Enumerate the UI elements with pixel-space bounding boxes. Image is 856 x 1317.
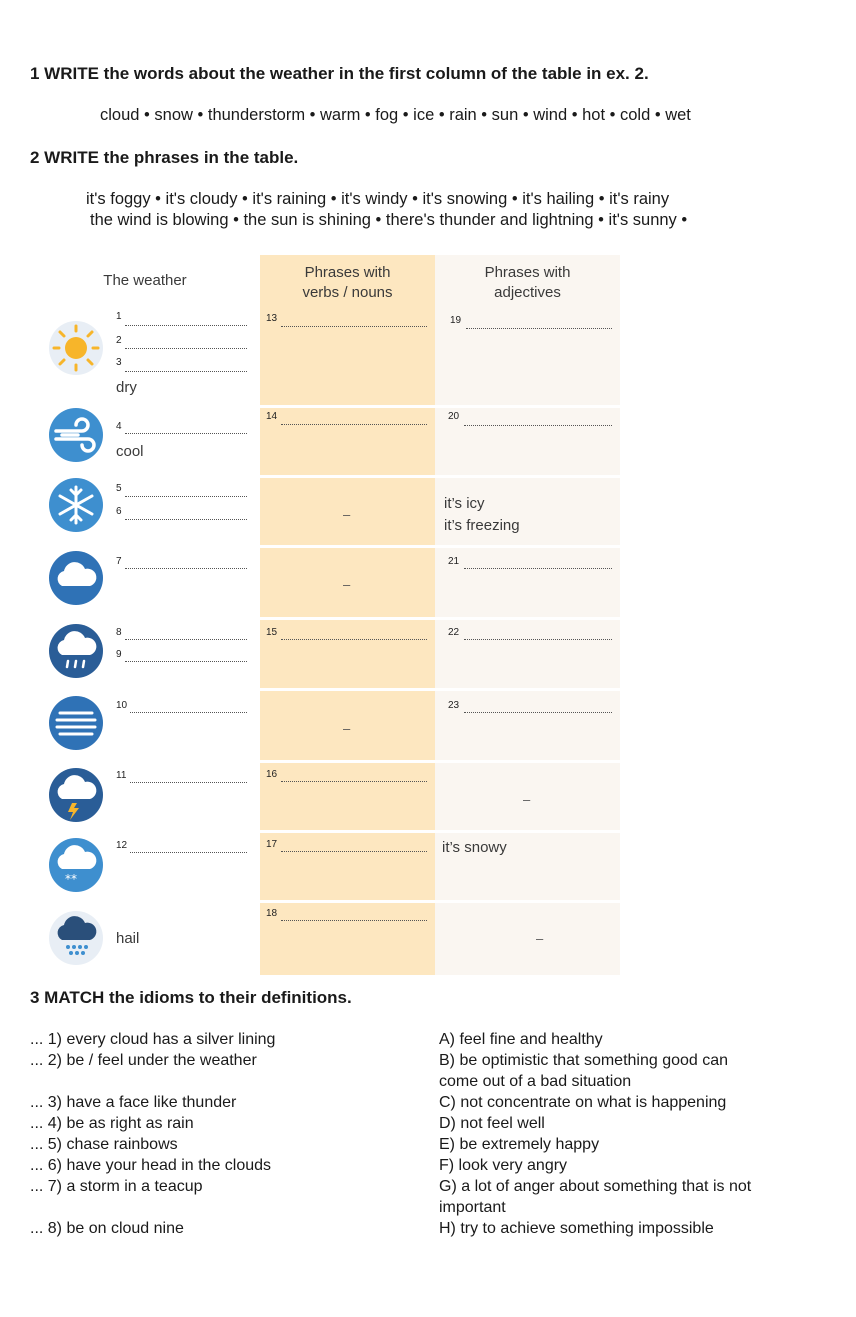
snowflake-icon bbox=[48, 477, 104, 533]
answer-blank[interactable] bbox=[125, 325, 247, 326]
blank-number: 9 bbox=[116, 649, 122, 660]
idiom-2: ... 2) be / feel under the weather bbox=[30, 1052, 257, 1069]
row-divider bbox=[260, 545, 620, 548]
answer-blank[interactable] bbox=[125, 496, 247, 497]
exercise-1-heading: 1 WRITE the words about the weather in the first column of the table in ex. 2. bbox=[30, 64, 649, 83]
blank-number: 1 bbox=[116, 311, 122, 322]
header-adj-line-1: Phrases with bbox=[484, 264, 571, 281]
row-divider bbox=[260, 617, 620, 620]
answer-blank[interactable] bbox=[125, 639, 247, 640]
idiom-4: ... 4) be as right as rain bbox=[30, 1115, 194, 1132]
exercise-3-heading: 3 MATCH the idioms to their definitions. bbox=[30, 988, 352, 1007]
blank-number: 4 bbox=[116, 421, 122, 432]
answer-blank[interactable] bbox=[466, 328, 612, 329]
idiom-6: ... 6) have your head in the clouds bbox=[30, 1157, 272, 1174]
blank-number: 16 bbox=[266, 769, 278, 780]
empty-cell-dash: – bbox=[343, 507, 351, 522]
answer-blank[interactable] bbox=[125, 348, 247, 349]
blank-number: 12 bbox=[116, 840, 128, 851]
answer-blank[interactable] bbox=[281, 851, 427, 852]
blank-number: 7 bbox=[116, 556, 122, 567]
header-verbs-line-2: verbs / nouns bbox=[302, 284, 393, 301]
blank-number: 20 bbox=[448, 411, 460, 422]
blank-number: 13 bbox=[266, 313, 278, 324]
row-divider bbox=[260, 830, 620, 833]
blank-number: 10 bbox=[116, 700, 128, 711]
empty-cell-dash: – bbox=[536, 931, 544, 946]
answer-blank[interactable] bbox=[130, 712, 247, 713]
cell-its-snowy: it’s snowy bbox=[442, 839, 507, 856]
blank-number: 15 bbox=[266, 627, 278, 638]
idiom-7: ... 7) a storm in a teacup bbox=[30, 1178, 203, 1195]
answer-blank[interactable] bbox=[464, 568, 612, 569]
definition-g-continued: important bbox=[439, 1199, 506, 1216]
empty-cell-dash: – bbox=[343, 721, 351, 736]
idiom-8: ... 8) be on cloud nine bbox=[30, 1220, 184, 1237]
header-adj-line-2: adjectives bbox=[494, 284, 561, 301]
svg-text:**: ** bbox=[65, 872, 77, 886]
cell-dry: dry bbox=[116, 379, 137, 396]
cell-its-icy: it’s icy bbox=[444, 495, 485, 512]
blank-number: 14 bbox=[266, 411, 278, 422]
wind-icon bbox=[48, 407, 104, 463]
header-verbs-line-1: Phrases with bbox=[304, 264, 391, 281]
definition-h: H) try to achieve something impossible bbox=[439, 1220, 714, 1237]
row-divider bbox=[260, 900, 620, 903]
row-divider bbox=[260, 760, 620, 763]
blank-number: 23 bbox=[448, 700, 460, 711]
answer-blank[interactable] bbox=[281, 326, 427, 327]
blank-number: 5 bbox=[116, 483, 122, 494]
row-divider bbox=[260, 475, 620, 478]
definition-c: C) not concentrate on what is happening bbox=[439, 1094, 727, 1111]
fog-icon bbox=[48, 695, 104, 751]
answer-blank[interactable] bbox=[464, 712, 612, 713]
row-divider bbox=[260, 405, 620, 408]
empty-cell-dash: – bbox=[343, 577, 351, 592]
answer-blank[interactable] bbox=[130, 782, 247, 783]
definition-g: G) a lot of anger about something that is not bbox=[439, 1178, 752, 1195]
definition-f: F) look very angry bbox=[439, 1157, 568, 1174]
definition-e: E) be extremely happy bbox=[439, 1136, 600, 1153]
answer-blank[interactable] bbox=[125, 371, 247, 372]
exercise-2-heading: 2 WRITE the phrases in the table. bbox=[30, 148, 299, 167]
snow-cloud-icon bbox=[48, 837, 104, 893]
idiom-5: ... 5) chase rainbows bbox=[30, 1136, 178, 1153]
row-divider bbox=[260, 688, 620, 691]
blank-number: 21 bbox=[448, 556, 460, 567]
answer-blank[interactable] bbox=[281, 920, 427, 921]
definition-d: D) not feel well bbox=[439, 1115, 545, 1132]
blank-number: 22 bbox=[448, 627, 460, 638]
thunderstorm-icon bbox=[48, 767, 104, 823]
idiom-1: ... 1) every cloud has a silver lining bbox=[30, 1031, 276, 1048]
hail-cloud-icon bbox=[48, 910, 104, 966]
blank-number: 19 bbox=[450, 315, 462, 326]
header-verbs-nouns bbox=[260, 255, 435, 307]
header-weather bbox=[30, 255, 260, 307]
cell-its-freezing: it’s freezing bbox=[444, 517, 520, 534]
column-verbs-nouns bbox=[260, 255, 435, 975]
cell-hail: hail bbox=[116, 930, 140, 947]
answer-blank[interactable] bbox=[281, 424, 427, 425]
cloud-icon bbox=[48, 550, 104, 606]
blank-number: 2 bbox=[116, 335, 122, 346]
blank-number: 6 bbox=[116, 506, 122, 517]
exercise-1-word-bank: cloud • snow • thunderstorm • warm • fog • ice • rain • sun • wind • hot • cold • wet bbox=[100, 106, 691, 124]
idiom-3: ... 3) have a face like thunder bbox=[30, 1094, 237, 1111]
blank-number: 3 bbox=[116, 357, 122, 368]
answer-blank[interactable] bbox=[464, 639, 612, 640]
sun-icon bbox=[48, 320, 104, 376]
answer-blank[interactable] bbox=[281, 781, 427, 782]
answer-blank[interactable] bbox=[125, 519, 247, 520]
answer-blank[interactable] bbox=[281, 639, 427, 640]
empty-cell-dash: – bbox=[523, 792, 531, 807]
answer-blank[interactable] bbox=[130, 852, 247, 853]
answer-blank[interactable] bbox=[125, 568, 247, 569]
definition-b: B) be optimistic that something good can bbox=[439, 1052, 729, 1069]
blank-number: 18 bbox=[266, 908, 278, 919]
weather-table bbox=[30, 255, 620, 975]
blank-number: 17 bbox=[266, 839, 278, 850]
definition-a: A) feel fine and healthy bbox=[439, 1031, 603, 1048]
answer-blank[interactable] bbox=[464, 425, 612, 426]
answer-blank[interactable] bbox=[125, 433, 247, 434]
exercise-2-phrase-bank-line-2: the wind is blowing • the sun is shining • there's thunder and lightning • it's sunny • bbox=[90, 211, 688, 229]
column-adjectives bbox=[435, 255, 620, 975]
header-adjectives bbox=[435, 255, 620, 307]
header-weather-label: The weather bbox=[103, 272, 187, 289]
blank-number: 8 bbox=[116, 627, 122, 638]
definition-b-continued: come out of a bad situation bbox=[439, 1073, 632, 1090]
cell-cool: cool bbox=[116, 443, 144, 460]
answer-blank[interactable] bbox=[125, 661, 247, 662]
exercise-2-phrase-bank-line-1: it's foggy • it's cloudy • it's raining • it's windy • it's snowing • it's hailing • it's rainy bbox=[86, 190, 670, 208]
rain-cloud-icon bbox=[48, 623, 104, 679]
blank-number: 11 bbox=[116, 770, 127, 781]
